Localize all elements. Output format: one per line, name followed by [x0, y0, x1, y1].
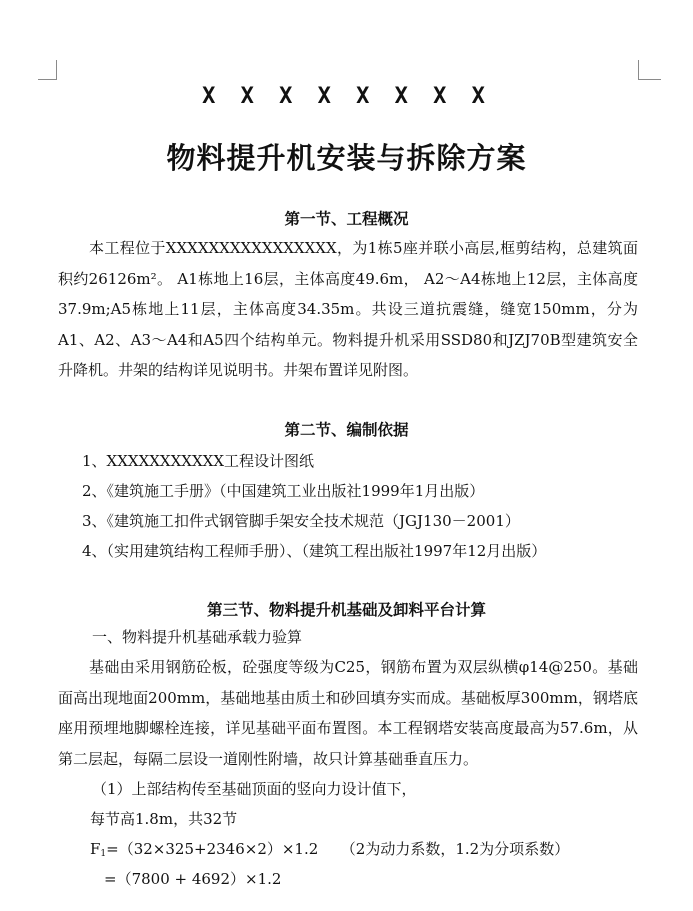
reference-item-3: 3、《建筑施工扣件式钢管脚手架安全技术规范（JGJ130－2001）: [82, 512, 520, 530]
page-corner-mark-top-right: [638, 60, 661, 80]
formula-symbol: F: [90, 840, 101, 858]
formula-expression: =（32×325+2346×2）×1.2 （2为动力系数，1.2为分项系数）: [106, 840, 570, 858]
section-3-subheading: 一、物料提升机基础承载力验算: [92, 628, 303, 646]
section-3-paragraph: 基础由采用钢筋砼板，砼强度等级为C25，钢筋布置为双层纵横φ14@250。基础面高出现地面200mm，基础地基由质土和砂回填夯实而成。基础板厚300mm，钢塔底座用预埋地脚螺栓连接，详见基础平面布置图。本工程钢塔安装高度最高为57.6m，从第二层起，每隔二层设一道刚性附墙，故只计算基础垂直压力。: [58, 658, 638, 768]
load-formula: [90, 838, 569, 859]
section-2-heading: 第二节、编制依据: [284, 420, 409, 439]
document-title: 物料提升机安装与拆除方案: [166, 141, 527, 175]
reference-item-4: 4、（实用建筑结构工程师手册）、（建筑工程出版社1997年12月出版）: [82, 542, 547, 560]
section-1-heading: 第一节、工程概况: [284, 209, 409, 228]
document-code: X X X X X X X X: [202, 84, 491, 109]
section-height-note: 每节高1.8m，共32节: [90, 810, 238, 828]
load-item-1: （1）上部结构传至基础顶面的竖向力设计值下，: [92, 780, 417, 798]
reference-item-1: 1、XXXXXXXXXXX工程设计图纸: [82, 452, 315, 470]
section-1-paragraph: 本工程位于XXXXXXXXXXXXXXXX，为1栋5座并联小高层,框剪结构，总建筑面积约26126m²。 A1栋地上16层，主体高度49.6m， A2～A4栋地上12层，主体高度37.9m;A5栋地上11层，主体高度34.35m。共设三道抗震缝，缝宽150mm，分为A1、A2、A3～A4和A5四个结构单元。物料提升机采用SSD80和JZJ70B型建筑安全升降机。井架的结构详见说明书。井架布置详见附图。: [58, 239, 638, 379]
formula-subscript: 1: [100, 849, 107, 859]
load-formula-line-2: =（7800 + 4692）×1.2: [104, 870, 282, 888]
section-3-heading: 第三节、物料提升机基础及卸料平台计算: [206, 600, 486, 619]
page-corner-mark-top-left: [38, 60, 57, 80]
reference-item-2: 2、《建筑施工手册》（中国建筑工业出版社1999年1月出版）: [82, 482, 485, 500]
